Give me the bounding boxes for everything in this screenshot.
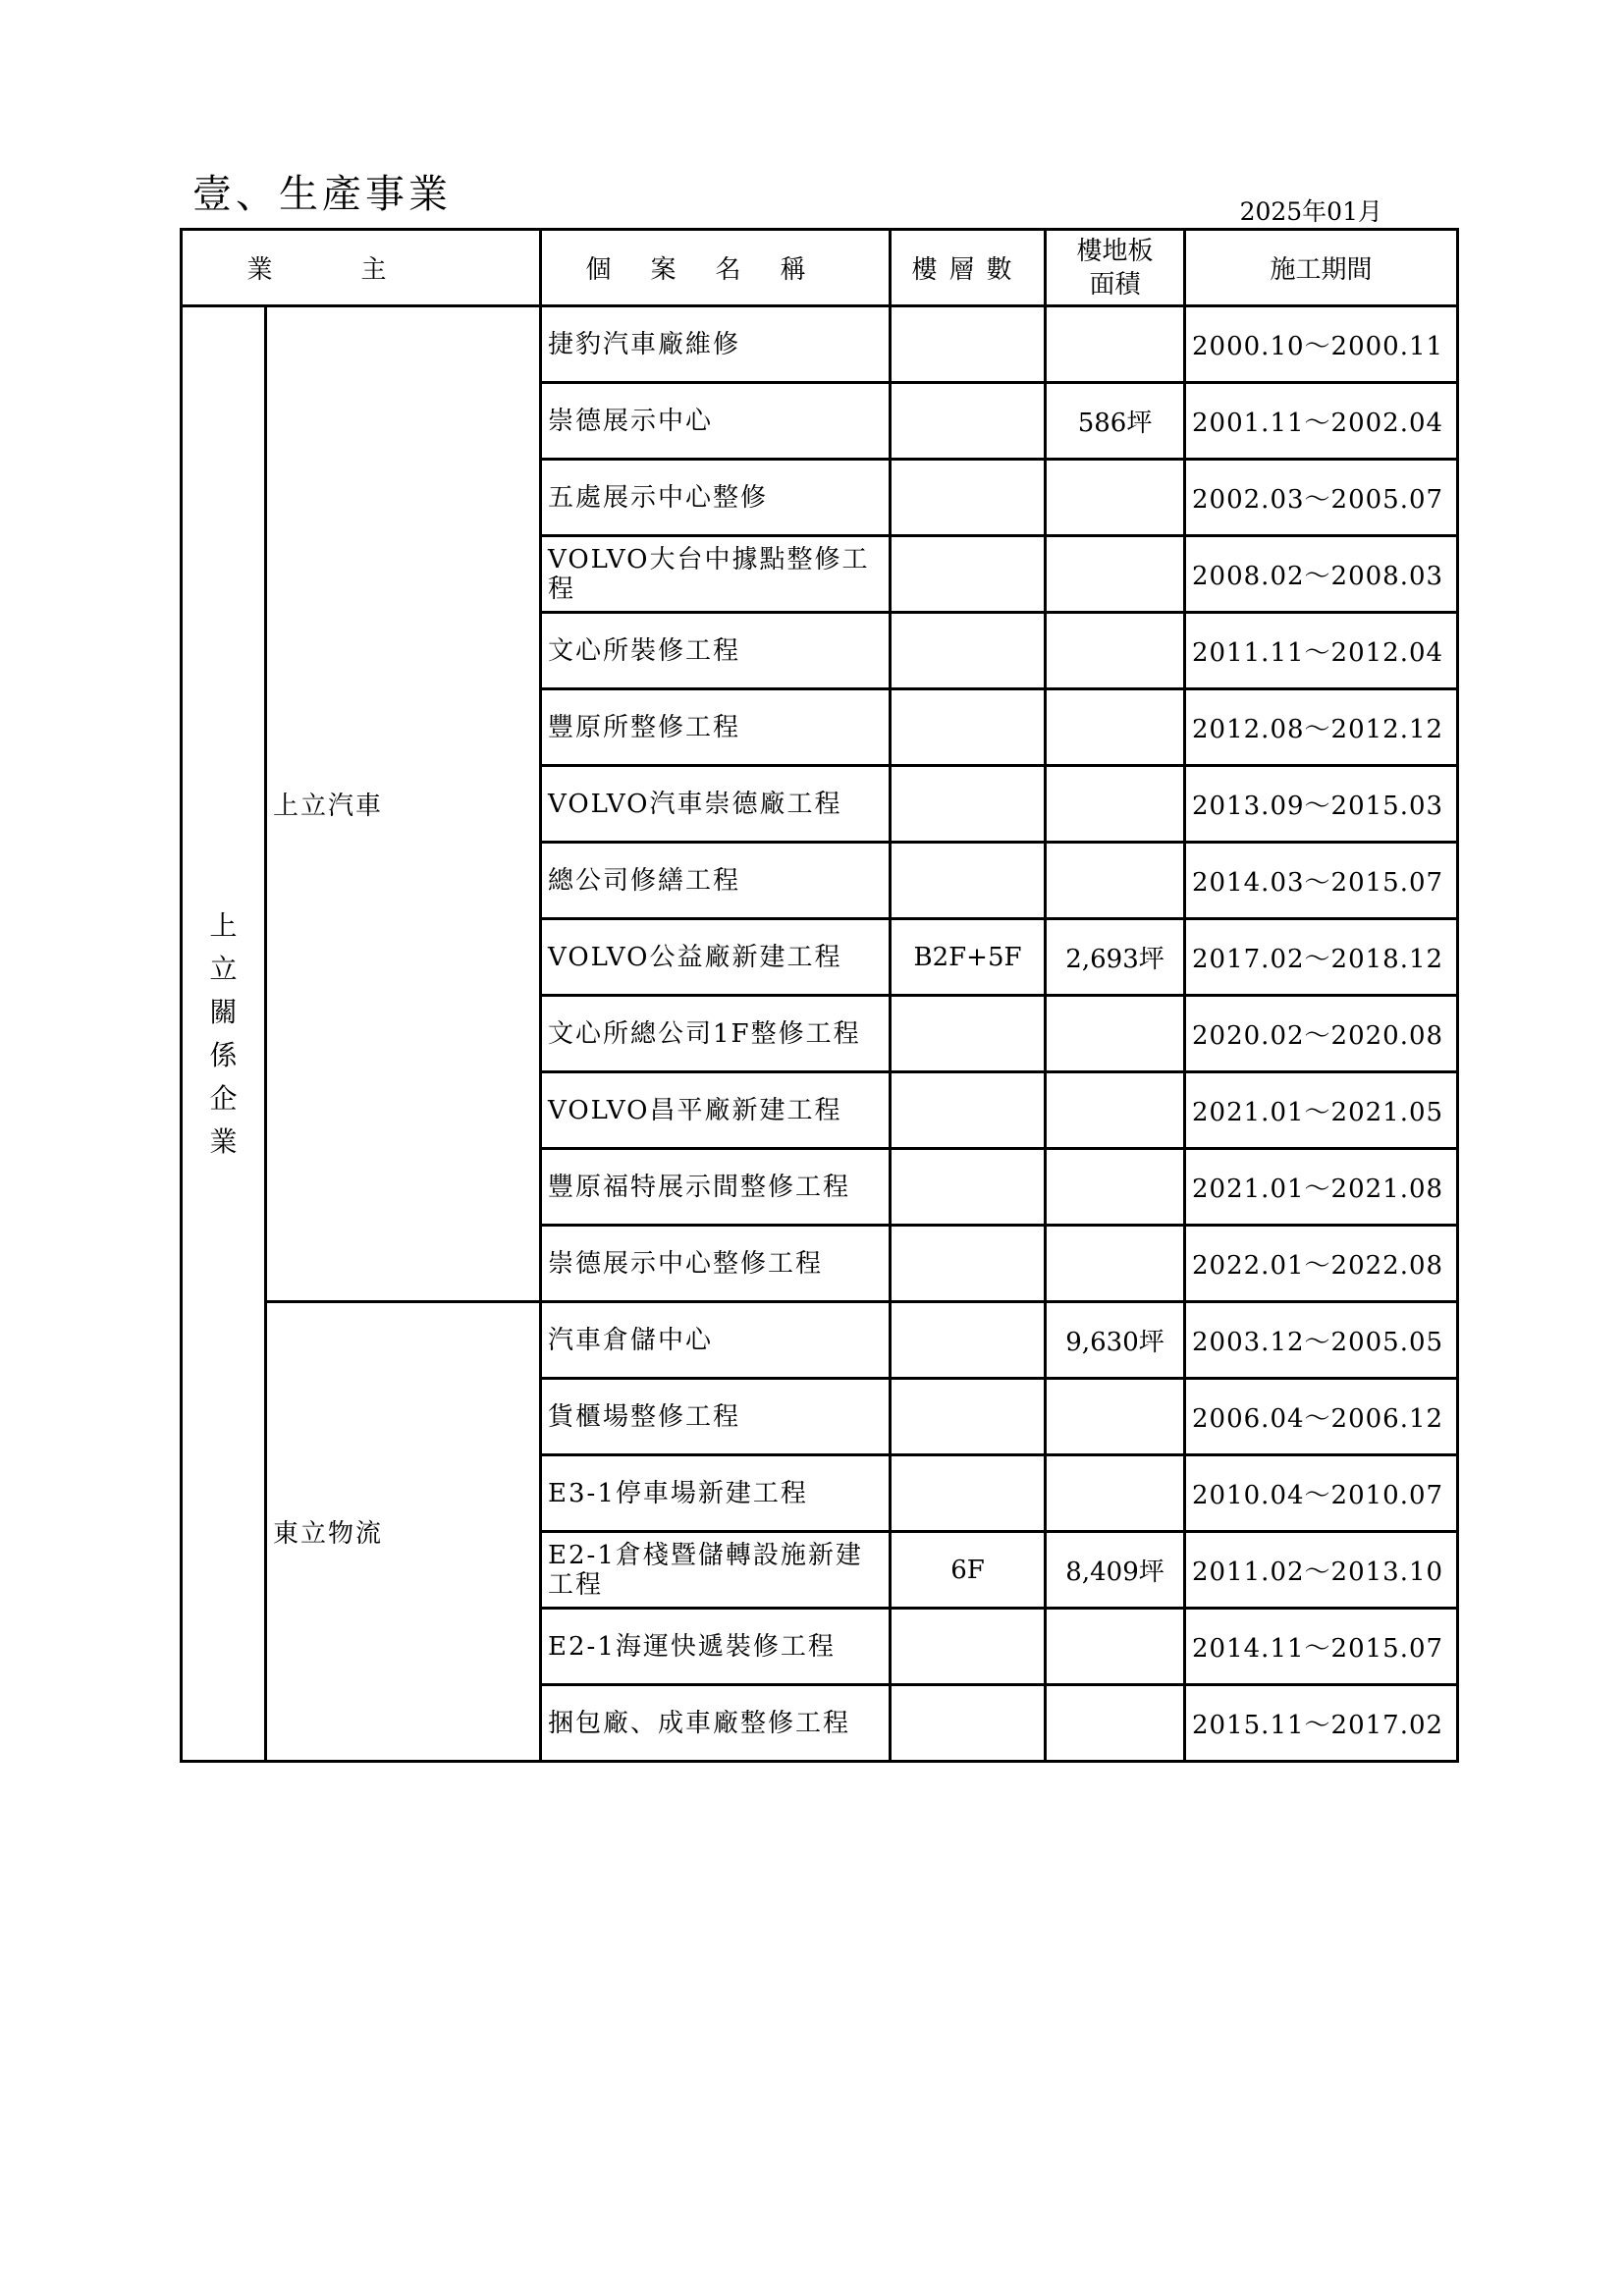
period-cell: 2001.11～2002.04 [1185,383,1458,460]
header-floor-area: 樓地板 面積 [1046,230,1185,306]
floors-cell [891,1072,1046,1149]
period-cell: 2014.11～2015.07 [1185,1609,1458,1685]
floors-cell [891,766,1046,843]
floor-area-cell [1046,306,1185,383]
floors-cell [891,1302,1046,1379]
period-cell: 2015.11～2017.02 [1185,1685,1458,1762]
floor-area-cell [1046,1072,1185,1149]
project-name-cell: 豐原所整修工程 [541,689,891,766]
document-date: 2025年01月 [1239,197,1382,226]
floor-area-cell [1046,460,1185,536]
floor-area-cell: 586坪 [1046,383,1185,460]
floors-cell [891,1609,1046,1685]
floors-cell [891,1379,1046,1455]
period-cell: 2008.02～2008.03 [1185,536,1458,613]
period-cell: 2021.01～2021.05 [1185,1072,1458,1149]
header-floors: 樓層數 [891,230,1046,306]
floors-cell [891,689,1046,766]
floors-cell [891,460,1046,536]
group-label-cell [182,306,266,1762]
project-name-cell: E3-1停車場新建工程 [541,1455,891,1532]
page-title: 壹、生產事業 [192,172,452,217]
floor-area-cell [1046,766,1185,843]
project-name-cell: VOLVO汽車崇德廠工程 [541,766,891,843]
floors-cell [891,536,1046,613]
period-cell: 2006.04～2006.12 [1185,1379,1458,1455]
header-project-name: 個案名稱 [541,230,891,306]
floors-cell: B2F+5F [891,919,1046,996]
period-cell: 2003.12～2005.05 [1185,1302,1458,1379]
period-cell: 2020.02～2020.08 [1185,996,1458,1072]
project-name-cell: 汽車倉儲中心 [541,1302,891,1379]
table-header-row [182,230,1458,306]
floor-area-cell [1046,996,1185,1072]
group-label: 上立關係企業 [209,908,238,1158]
project-name-cell: 捷豹汽車廠維修 [541,306,891,383]
floor-area-cell [1046,1609,1185,1685]
period-cell: 2013.09～2015.03 [1185,766,1458,843]
floor-area-cell: 9,630坪 [1046,1302,1185,1379]
floors-cell [891,996,1046,1072]
period-cell: 2017.02～2018.12 [1185,919,1458,996]
project-name-cell: 豐原福特展示間整修工程 [541,1149,891,1226]
period-cell: 2010.04～2010.07 [1185,1455,1458,1532]
floor-area-cell [1046,536,1185,613]
floor-area-cell [1046,1455,1185,1532]
floors-cell [891,306,1046,383]
period-cell: 2022.01～2022.08 [1185,1226,1458,1302]
floor-area-cell: 2,693坪 [1046,919,1185,996]
floor-area-cell [1046,1226,1185,1302]
floors-cell [891,1226,1046,1302]
period-cell: 2021.01～2021.08 [1185,1149,1458,1226]
floors-cell [891,1455,1046,1532]
subgroup-name: 上立汽車 [266,306,541,1302]
floor-area-cell [1046,1685,1185,1762]
period-cell: 2011.11～2012.04 [1185,613,1458,689]
project-name-cell: 貨櫃場整修工程 [541,1379,891,1455]
project-name-cell: 捆包廠、成車廠整修工程 [541,1685,891,1762]
floors-cell [891,1149,1046,1226]
subgroup-name: 東立物流 [266,1302,541,1762]
floors-cell [891,383,1046,460]
project-name-cell: VOLVO公益廠新建工程 [541,919,891,996]
header-owner: 業主 [182,230,541,306]
project-name-cell: 崇德展示中心整修工程 [541,1226,891,1302]
floor-area-cell [1046,613,1185,689]
floors-cell [891,1685,1046,1762]
floor-area-cell [1046,689,1185,766]
period-cell: 2012.08～2012.12 [1185,689,1458,766]
floor-area-cell [1046,1149,1185,1226]
project-name-cell: E2-1海運快遞裝修工程 [541,1609,891,1685]
floor-area-cell [1046,843,1185,919]
period-cell: 2014.03～2015.07 [1185,843,1458,919]
floor-area-cell: 8,409坪 [1046,1532,1185,1609]
table-row [182,306,1458,383]
floors-cell [891,843,1046,919]
project-name-cell: 總公司修繕工程 [541,843,891,919]
period-cell: 2002.03～2005.07 [1185,460,1458,536]
period-cell: 2000.10～2000.11 [1185,306,1458,383]
floor-area-cell [1046,1379,1185,1455]
floors-cell [891,613,1046,689]
project-name-cell: 文心所總公司1F整修工程 [541,996,891,1072]
project-name-cell: 文心所裝修工程 [541,613,891,689]
projects-table [180,228,1459,1763]
project-name-cell: 五處展示中心整修 [541,460,891,536]
period-cell: 2011.02～2013.10 [1185,1532,1458,1609]
project-name-cell: E2-1倉棧暨儲轉設施新建工程 [541,1532,891,1609]
floors-cell: 6F [891,1532,1046,1609]
header-period: 施工期間 [1185,230,1458,306]
project-name-cell: VOLVO大台中據點整修工程 [541,536,891,613]
project-name-cell: VOLVO昌平廠新建工程 [541,1072,891,1149]
project-name-cell: 崇德展示中心 [541,383,891,460]
table-row [182,1302,1458,1379]
